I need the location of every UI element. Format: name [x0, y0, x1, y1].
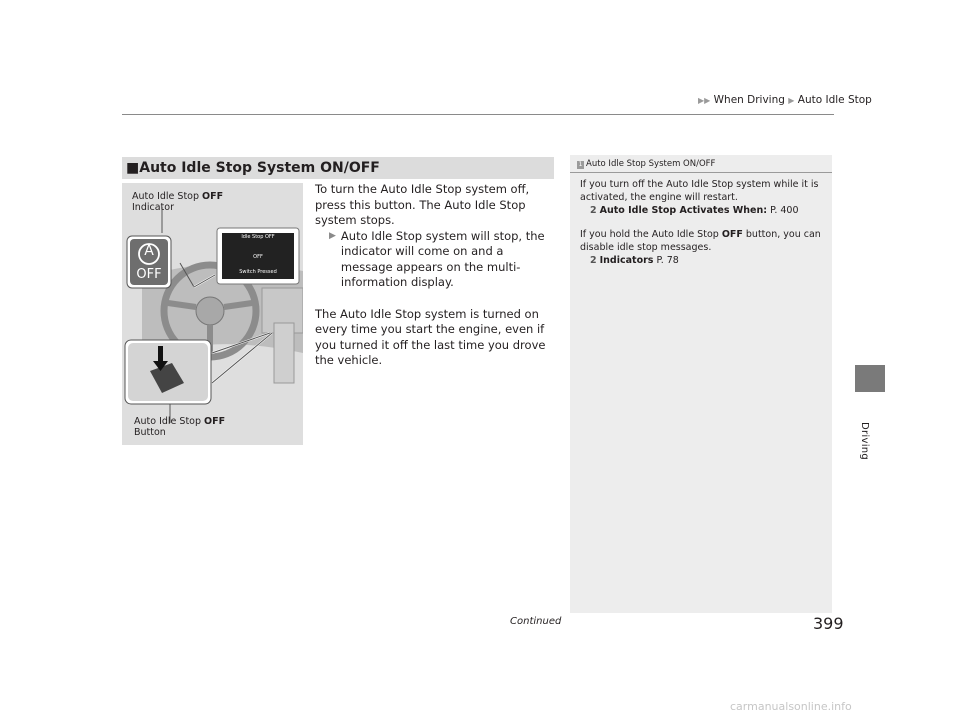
- sidebar-reference-2[interactable]: 2 Indicators P. 78: [590, 255, 679, 266]
- note-marker-icon: 1: [578, 161, 583, 168]
- button-label: Auto Idle Stop OFF Button: [134, 416, 226, 438]
- screen-off: OFF: [253, 254, 263, 260]
- sidebar-paragraph-1: If you turn off the Auto Idle Stop system while it is activated, the engine will restart.: [580, 179, 819, 203]
- body-text: [315, 182, 555, 369]
- header-divider: [122, 114, 834, 115]
- indicator-off-text: OFF: [136, 267, 162, 282]
- continued-label: Continued: [510, 616, 562, 627]
- section-title: Auto Idle Stop System ON/OFF: [139, 160, 380, 176]
- breadcrumb-level2[interactable]: Auto Idle Stop: [797, 94, 872, 106]
- chapter-tab[interactable]: [855, 365, 885, 392]
- chapter-label: Driving: [859, 422, 870, 461]
- indicator-label: Auto Idle Stop OFF Indicator: [132, 191, 224, 213]
- reference-icon: 2: [590, 205, 597, 216]
- arrow-icon: ▶: [788, 96, 795, 105]
- body-paragraph-2: The Auto Idle Stop system is turned on every time you start the engine, even if you turned it off the last time you drove the vehicle.: [315, 306, 546, 367]
- body-paragraph-1: To turn the Auto Idle Stop system off, press this button. The Auto Idle Stop system stops.: [315, 182, 530, 227]
- section-heading: [122, 157, 554, 179]
- sidebar-reference-1[interactable]: 2 Auto Idle Stop Activates When: P. 400: [590, 205, 799, 216]
- body-subitem: ▶ Auto Idle Stop system will stop, the indicator will come on and a message appears on the multi-information display.: [329, 228, 545, 289]
- screen-title: Idle Stop OFF: [241, 234, 275, 240]
- page-number: 399: [813, 614, 844, 633]
- section-marker: ■: [126, 160, 140, 176]
- sidebar-paragraph-2: If you hold the Auto Idle Stop OFF button, you can disable idle stop messages.: [580, 229, 821, 253]
- sidebar-note: [570, 155, 832, 613]
- sidebar-heading: 1 Auto Idle Stop System ON/OFF: [578, 159, 716, 169]
- dashboard-drawing: [122, 183, 303, 445]
- dashboard-illustration: [122, 183, 303, 445]
- reference-icon: 2: [590, 255, 597, 266]
- breadcrumb-level1[interactable]: When Driving: [713, 94, 785, 106]
- screen-footer: Switch Pressed: [239, 269, 277, 275]
- watermark: carmanualsonline.info: [730, 700, 852, 713]
- idle-stop-indicator-icon: A: [144, 243, 154, 259]
- breadcrumb: [698, 94, 872, 106]
- arrow-icon: ▶▶: [698, 96, 711, 105]
- sidebar-body: [570, 173, 832, 267]
- triangle-icon: ▶: [329, 230, 336, 241]
